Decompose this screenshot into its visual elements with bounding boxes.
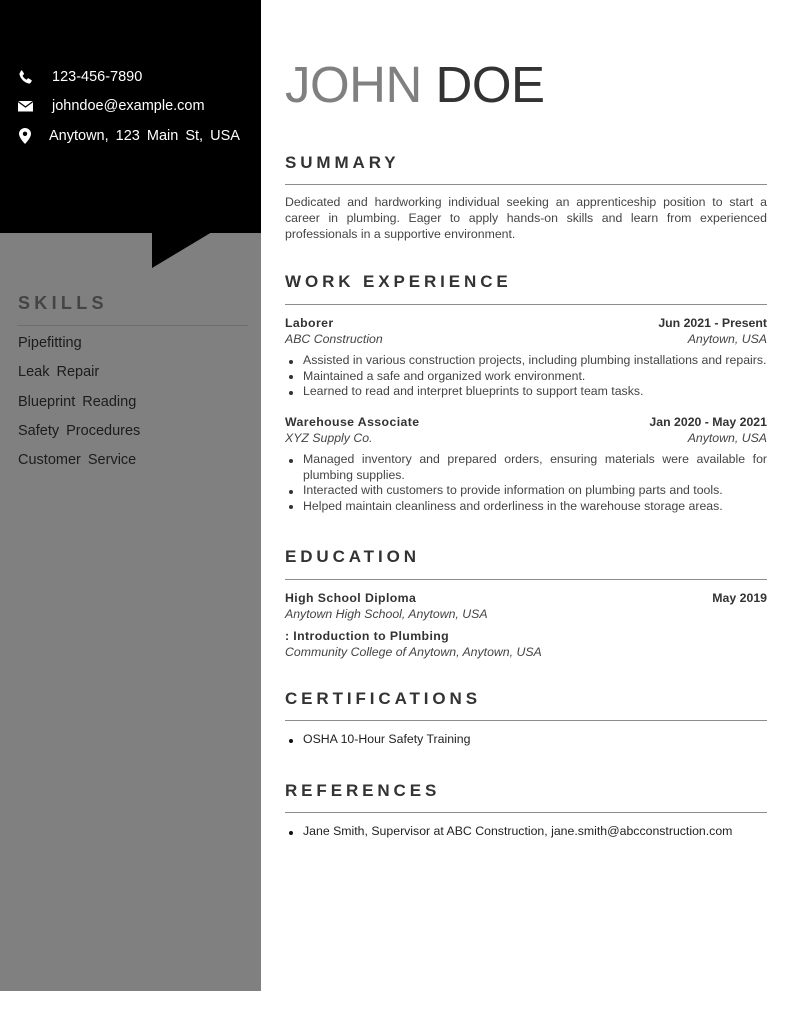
job-bullet: Helped maintain cleanliness and orderliness in the warehouse storage areas. <box>285 499 767 515</box>
job-company: XYZ Supply Co. <box>285 430 373 445</box>
contact-address <box>17 128 240 144</box>
certifications-divider <box>285 720 767 721</box>
degree-title: High School Diploma <box>285 591 417 605</box>
phone-text: 123-456-7890 <box>52 69 143 85</box>
reference-item: Jane Smith, Supervisor at ABC Construction, jane.smith@abcconstruction.com <box>285 824 767 840</box>
email-text[interactable]: johndoe@example.com <box>52 98 205 114</box>
skill-item: Safety Procedures <box>18 422 141 439</box>
skill-item: Blueprint Reading <box>18 393 137 410</box>
job-bullet: Learned to read and interpret blueprints to support team tasks. <box>285 384 767 400</box>
references-divider <box>285 812 767 813</box>
job-bullets <box>285 353 767 400</box>
summary-text: Dedicated and hardworking individual seeking an apprenticeship position to start a career in plumbing. Eager to apply hands-on skills and learn from experienced professionals in a supportive environment. <box>285 195 767 241</box>
school-name: Community College of Anytown, Anytown, USA <box>285 644 542 659</box>
certifications-heading: CERTIFICATIONS <box>285 689 481 708</box>
skills-list <box>18 335 140 481</box>
job-title: Laborer <box>285 316 334 330</box>
job-entry <box>285 415 767 514</box>
sidebar <box>0 0 261 991</box>
education-heading: EDUCATION <box>285 547 420 566</box>
first-name: JOHN <box>285 56 422 113</box>
job-bullet: Managed inventory and prepared orders, ensuring materials were available for plumbing supplies. <box>285 452 767 483</box>
envelope-icon <box>17 98 33 114</box>
certifications-list <box>285 732 767 748</box>
degree-date: May 2019 <box>712 591 767 605</box>
skills-divider <box>17 325 248 326</box>
speech-tail-shape <box>152 232 212 268</box>
map-pin-icon <box>17 128 33 144</box>
summary-heading: SUMMARY <box>285 153 400 172</box>
work-experience-heading: WORK EXPERIENCE <box>285 272 512 291</box>
address-text: Anytown, 123 Main St, USA <box>49 128 240 144</box>
last-name: DOE <box>435 56 545 113</box>
contact-block <box>0 0 261 233</box>
education-divider <box>285 579 767 580</box>
school-name: Anytown High School, Anytown, USA <box>285 606 488 621</box>
job-bullet: Interacted with customers to provide information on plumbing parts and tools. <box>285 483 767 499</box>
candidate-name <box>285 56 545 114</box>
job-entry <box>285 316 767 400</box>
job-location: Anytown, USA <box>687 430 767 445</box>
degree-title: : Introduction to Plumbing <box>285 629 450 643</box>
job-dates: Jan 2020 - May 2021 <box>649 415 767 429</box>
references-list <box>285 824 767 840</box>
job-title: Warehouse Associate <box>285 415 420 429</box>
skill-item: Customer Service <box>18 452 137 469</box>
education-entry <box>285 591 767 622</box>
certification-item: OSHA 10-Hour Safety Training <box>285 732 767 748</box>
skill-item: Leak Repair <box>18 364 100 381</box>
job-company: ABC Construction <box>285 331 383 346</box>
work-experience-divider <box>285 304 767 305</box>
contact-phone <box>17 69 142 85</box>
job-bullet: Maintained a safe and organized work environment. <box>285 369 767 385</box>
references-heading: REFERENCES <box>285 781 441 800</box>
phone-icon <box>17 69 33 85</box>
education-entry <box>285 629 767 660</box>
contact-email <box>17 98 205 114</box>
job-dates: Jun 2021 - Present <box>658 316 767 330</box>
skill-item: Pipefitting <box>18 335 82 351</box>
job-location: Anytown, USA <box>687 331 767 346</box>
skills-heading: SKILLS <box>18 293 108 313</box>
job-bullet: Assisted in various construction projects, including plumbing installations and repairs. <box>285 353 767 369</box>
job-bullets <box>285 452 767 514</box>
summary-divider <box>285 184 767 185</box>
